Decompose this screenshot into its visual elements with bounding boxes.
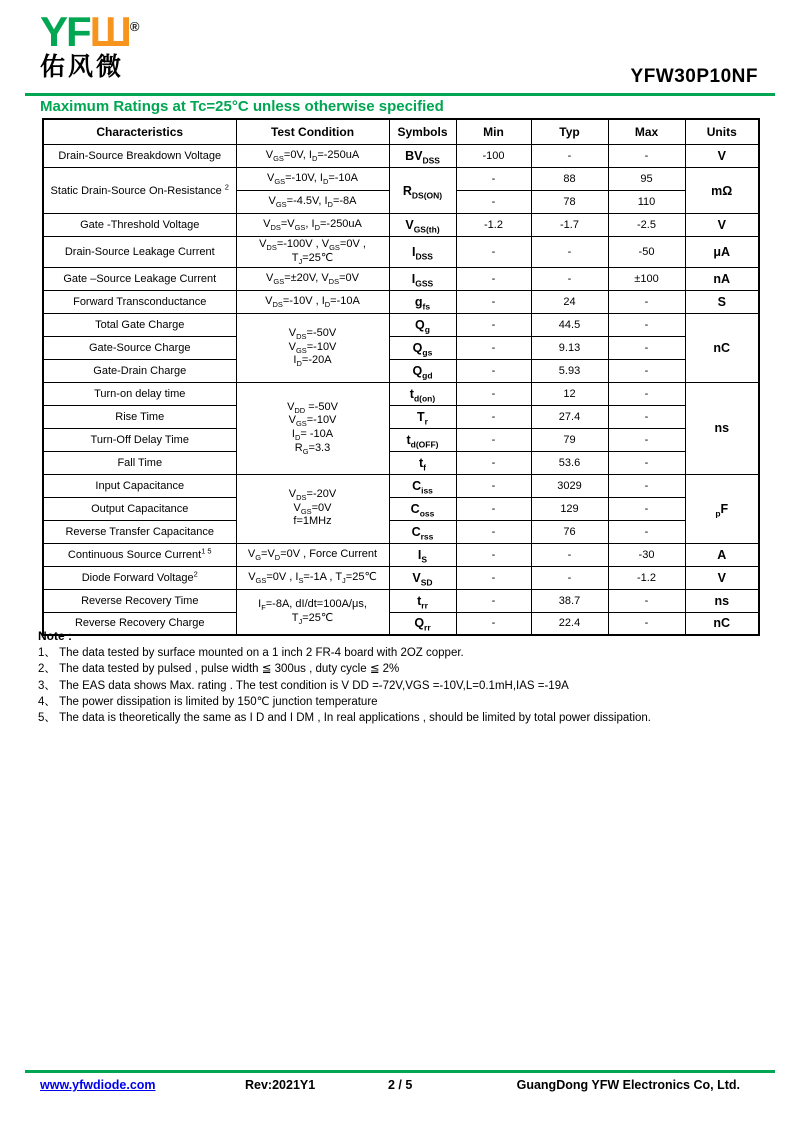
table-cell-val: -	[456, 359, 531, 382]
table-cell-val: 76	[531, 520, 608, 543]
table-cell-val: 110	[608, 191, 685, 214]
table-cell-sym: $t_f$	[389, 451, 456, 474]
table-cell-sym: $V_{SD}$	[389, 566, 456, 589]
table-cell-sym: $t_{d(OFF)}$	[389, 428, 456, 451]
table-cell-val: 5.93	[531, 359, 608, 382]
table-cell-val: -	[456, 267, 531, 290]
table-cell-unit: V	[685, 145, 759, 168]
column-header: Characteristics	[43, 119, 236, 145]
table-cell-val: -	[531, 543, 608, 566]
table-cell-sym: $C_{iss}$	[389, 474, 456, 497]
table-cell-val: ±100	[608, 267, 685, 290]
table-cell-char: Gate -Threshold Voltage	[43, 214, 236, 237]
table-cell-val: 24	[531, 290, 608, 313]
table-cell-cond: $V_{DS}=-20V$ $V_{GS}=0V$ f=1MHz	[236, 474, 389, 543]
table-row	[43, 336, 759, 359]
table-cell-char: Diode Forward Voltage$^2$	[43, 566, 236, 589]
revision-label: Rev:2021Y1	[245, 1078, 316, 1092]
table-cell-char: Gate-Drain Charge	[43, 359, 236, 382]
table-cell-char: Gate –Source Leakage Current	[43, 267, 236, 290]
table-cell-val: -1.2	[456, 214, 531, 237]
table-cell-val: -	[456, 497, 531, 520]
table-cell-val: -	[608, 612, 685, 635]
table-row	[43, 543, 759, 566]
table-header-row	[43, 119, 759, 145]
table-cell-sym: $C_{rss}$	[389, 520, 456, 543]
notes-list	[38, 645, 770, 727]
table-cell-unit: V	[685, 566, 759, 589]
table-cell-val: 88	[531, 168, 608, 191]
section-title: Maximum Ratings at Tc=25°C unless otherwise specified	[40, 98, 444, 115]
table-cell-sym: $T_r$	[389, 405, 456, 428]
table-cell-val: -	[608, 428, 685, 451]
table-row	[43, 313, 759, 336]
table-cell-cond: $V_{DS}=V_{GS}$, $I_D=-250uA$	[236, 214, 389, 237]
note-item: 3、 The EAS data shows Max. rating . The test condition is V DD =-72V,VGS =-10V,L=0.1mH,IAS =-19A	[38, 679, 569, 692]
table-cell-val: -	[608, 497, 685, 520]
table-row	[43, 382, 759, 405]
table-cell-val: 38.7	[531, 589, 608, 612]
table-cell-unit: $_p$F	[685, 474, 759, 543]
table-cell-cond: $V_{GS}=0V$ , $I_S=-1A$ , $T_J=25℃$	[236, 566, 389, 589]
table-cell-val: -	[456, 589, 531, 612]
table-cell-val: -	[531, 145, 608, 168]
table-cell-sym: $R_{DS(ON)}$	[389, 168, 456, 214]
table-cell-val: 3029	[531, 474, 608, 497]
table-row	[43, 290, 759, 313]
table-head	[43, 119, 759, 145]
table-cell-unit: mΩ	[685, 168, 759, 214]
table-cell-sym: $C_{oss}$	[389, 497, 456, 520]
table-cell-unit: nA	[685, 267, 759, 290]
logo-wordmark	[40, 6, 139, 53]
table-cell-sym: $t_{rr}$	[389, 589, 456, 612]
table-cell-sym: $V_{GS(th)}$	[389, 214, 456, 237]
header-divider	[25, 93, 775, 96]
table-cell-val: -	[456, 237, 531, 268]
table-cell-char: Continuous Source Current$^{1 5}$	[43, 543, 236, 566]
table-cell-val: -	[608, 589, 685, 612]
table-cell-char: Rise Time	[43, 405, 236, 428]
table-cell-sym: $I_{GSS}$	[389, 267, 456, 290]
table-row	[43, 497, 759, 520]
table-cell-unit: A	[685, 543, 759, 566]
table-row	[43, 451, 759, 474]
table-body	[43, 145, 759, 636]
table-row	[43, 405, 759, 428]
table-cell-val: -	[608, 336, 685, 359]
column-header: Max	[608, 119, 685, 145]
ratings-table	[42, 118, 760, 636]
table-row	[43, 474, 759, 497]
table-cell-val: 12	[531, 382, 608, 405]
footer-divider	[25, 1070, 775, 1073]
table-cell-val: -	[608, 382, 685, 405]
footer	[0, 1078, 800, 1096]
table-cell-val: -30	[608, 543, 685, 566]
table-cell-val: -	[456, 612, 531, 635]
table-cell-val: -1.2	[608, 566, 685, 589]
table-cell-val: -	[608, 520, 685, 543]
column-header: Symbols	[389, 119, 456, 145]
table-cell-val: -	[608, 451, 685, 474]
website-link[interactable]: www.yfwdiode.com	[40, 1078, 156, 1092]
table-cell-val: -50	[608, 237, 685, 268]
table-cell-char: Gate-Source Charge	[43, 336, 236, 359]
table-cell-val: -	[608, 359, 685, 382]
table-row	[43, 237, 759, 268]
table-cell-cond: $V_G=V_D=0V$ , Force Current	[236, 543, 389, 566]
logo-w-glyph: Ш	[89, 8, 130, 55]
table-cell-char: Reverse Transfer Capacitance	[43, 520, 236, 543]
table-cell-char: Forward Transconductance	[43, 290, 236, 313]
notes-label: Note :	[38, 629, 72, 643]
table-cell-val: -	[456, 290, 531, 313]
table-cell-val: 53.6	[531, 451, 608, 474]
table-cell-val: -	[456, 313, 531, 336]
table-cell-unit: nC	[685, 612, 759, 635]
table-cell-val: -2.5	[608, 214, 685, 237]
logo-chinese-name: 佑风微	[40, 53, 125, 81]
table-cell-char: Output Capacitance	[43, 497, 236, 520]
company-logo	[40, 6, 139, 81]
table-cell-char: Reverse Recovery Charge	[43, 612, 236, 635]
table-cell-val: -1.7	[531, 214, 608, 237]
table-cell-char: Drain-Source Leakage Current	[43, 237, 236, 268]
table-cell-char: Reverse Recovery Time	[43, 589, 236, 612]
table-cell-cond: $V_{DD} =-50V$ $V_{GS}=-10V$ $I_D= -10A$ $R_G=3.3$	[236, 382, 389, 474]
table-cell-cond: $V_{DS}=-100V$ , $V_{GS}=0V$ , $T_J=25℃$	[236, 237, 389, 268]
column-header: Typ	[531, 119, 608, 145]
table-cell-cond: $V_{DS}=-50V$ $V_{GS}=-10V$ $I_D=-20A$	[236, 313, 389, 382]
company-name: GuangDong YFW Electronics Co, Ltd.	[516, 1078, 740, 1092]
table-cell-val: -	[456, 428, 531, 451]
table-row	[43, 267, 759, 290]
table-cell-val: -	[456, 520, 531, 543]
table-cell-unit: S	[685, 290, 759, 313]
table-cell-unit: V	[685, 214, 759, 237]
table-cell-char: Turn-on delay time	[43, 382, 236, 405]
table-row	[43, 359, 759, 382]
table-cell-val: -	[456, 566, 531, 589]
table-cell-val: -	[531, 237, 608, 268]
part-number: YFW30P10NF	[630, 66, 758, 87]
table-cell-val: -	[608, 474, 685, 497]
table-cell-sym: $I_S$	[389, 543, 456, 566]
table-cell-val: 44.5	[531, 313, 608, 336]
table-cell-unit: nC	[685, 313, 759, 382]
notes-section	[38, 628, 770, 727]
table-cell-char: Turn-Off Delay Time	[43, 428, 236, 451]
table-cell-cond: $V_{DS}=-10V$ , $I_D=-10A$	[236, 290, 389, 313]
table-cell-val: 129	[531, 497, 608, 520]
table-cell-val: 22.4	[531, 612, 608, 635]
table-cell-char: Fall Time	[43, 451, 236, 474]
table-cell-char: Static Drain-Source On-Resistance $^2$	[43, 168, 236, 214]
page-indicator: 2 / 5	[388, 1078, 413, 1092]
table-cell-cond: $V_{GS}=0V$, $I_D=-250uA$	[236, 145, 389, 168]
table-cell-sym: $Q_{gd}$	[389, 359, 456, 382]
table-cell-val: -	[531, 566, 608, 589]
table-row	[43, 428, 759, 451]
table-cell-val: -	[456, 543, 531, 566]
table-cell-val: -	[456, 405, 531, 428]
table-cell-val: -	[456, 336, 531, 359]
table-row	[43, 145, 759, 168]
column-header: Test Condition	[236, 119, 389, 145]
table-cell-char: Total Gate Charge	[43, 313, 236, 336]
table-cell-cond: $V_{GS}=-4.5V$, $I_D=-8A$	[236, 191, 389, 214]
note-item: 4、 The power dissipation is limited by 150℃ junction temperature	[38, 696, 378, 709]
table-cell-unit: ns	[685, 589, 759, 612]
table-cell-val: -	[608, 145, 685, 168]
table-cell-sym: $g_{fs}$	[389, 290, 456, 313]
table-row	[43, 214, 759, 237]
column-header: Min	[456, 119, 531, 145]
table-cell-cond: $V_{GS}=\pm 20V$, $V_{DS}=0V$	[236, 267, 389, 290]
table-cell-val: -	[608, 290, 685, 313]
table-cell-char: Drain-Source Breakdown Voltage	[43, 145, 236, 168]
table-cell-sym: $t_{d(on)}$	[389, 382, 456, 405]
table-cell-unit: ns	[685, 382, 759, 474]
table-cell-cond: $I_F=-8A$, dI/dt=100A/μs, $T_J=25℃$	[236, 589, 389, 635]
table-cell-sym: $BV_{DSS}$	[389, 145, 456, 168]
table-cell-val: -	[531, 267, 608, 290]
table-cell-val: -100	[456, 145, 531, 168]
table-cell-val: 95	[608, 168, 685, 191]
table-cell-val: -	[456, 168, 531, 191]
table-cell-val: 79	[531, 428, 608, 451]
table-cell-val: 78	[531, 191, 608, 214]
table-cell-val: 27.4	[531, 405, 608, 428]
table-cell-unit: μA	[685, 237, 759, 268]
table-cell-sym: $I_{DSS}$	[389, 237, 456, 268]
registered-trademark-icon: ®	[129, 19, 140, 34]
logo-yf-text: YF	[40, 8, 90, 55]
table-cell-sym: $Q_g$	[389, 313, 456, 336]
table-cell-cond: $V_{GS}=-10V$, $I_D=-10A$	[236, 168, 389, 191]
note-item: 2、 The data tested by pulsed , pulse width ≦ 300us , duty cycle ≦ 2%	[38, 663, 400, 676]
table-row	[43, 566, 759, 589]
table-cell-sym: $Q_{rr}$	[389, 612, 456, 635]
note-item: 1、 The data tested by surface mounted on a 1 inch 2 FR-4 board with 2OZ copper.	[38, 647, 464, 660]
table-cell-val: -	[608, 405, 685, 428]
table-cell-val: 9.13	[531, 336, 608, 359]
table-cell-char: Input Capacitance	[43, 474, 236, 497]
table-cell-sym: $Q_{gs}$	[389, 336, 456, 359]
table-cell-val: -	[456, 382, 531, 405]
column-header: Units	[685, 119, 759, 145]
table-row	[43, 520, 759, 543]
note-item: 5、 The data is theoretically the same as I D and I DM , In real applications , should be limited by total power dissipation.	[38, 712, 652, 725]
table-row	[43, 168, 759, 191]
table-cell-val: -	[608, 313, 685, 336]
table-cell-val: -	[456, 451, 531, 474]
table-row	[43, 589, 759, 612]
table-cell-val: -	[456, 191, 531, 214]
table-cell-val: -	[456, 474, 531, 497]
